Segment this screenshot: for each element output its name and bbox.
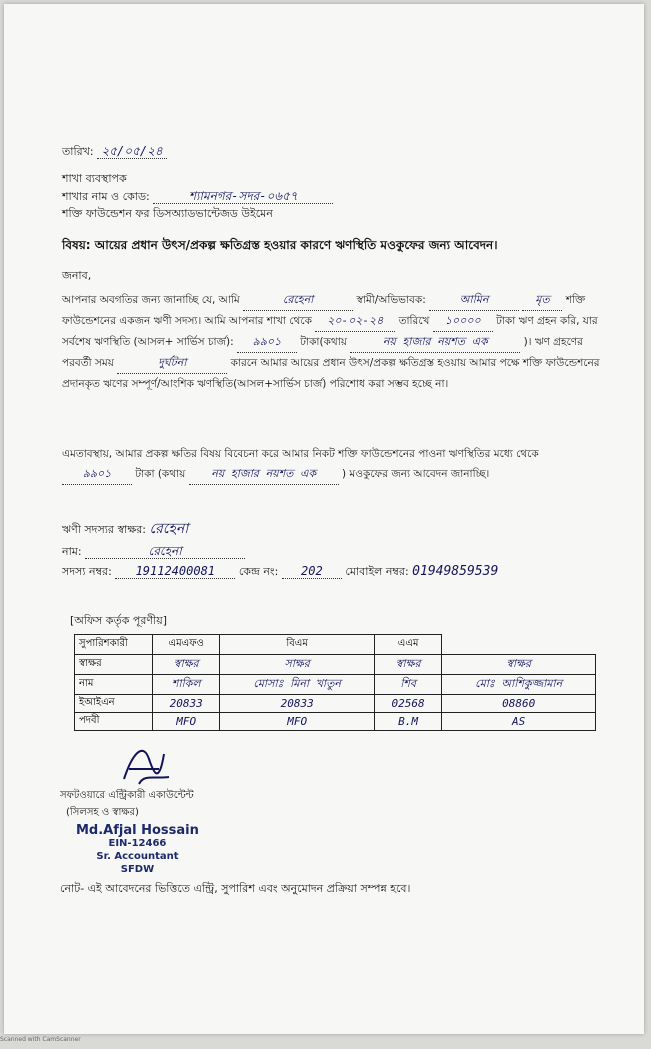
- accountant-label: সফটওয়ারে এন্ট্রিকারী একাউন্টেন্ট: [60, 790, 194, 801]
- member-signature-label: ঋণী সদস্যর স্বাক্ষর:: [62, 523, 146, 536]
- loan-balance: ৯৯০১: [237, 332, 297, 353]
- salutation: জনাব,: [62, 269, 92, 282]
- damage-cause: দুর্ঘটনা: [117, 353, 227, 374]
- body2-text-2: টাকা (কথায়: [135, 468, 186, 480]
- row-label-signature: স্বাক্ষর: [75, 655, 153, 675]
- header-mfo: এমএফও: [153, 635, 220, 655]
- center-number: 202: [282, 564, 342, 579]
- waiver-amount: ৯৯০১: [62, 464, 132, 485]
- addressee-line1: শাখা ব্যবস্থাপক: [62, 172, 127, 185]
- addressee-line3: শক্তি ফাউন্ডেশন ফর ডিসঅ্যাডভান্টেজড উইমেন: [62, 207, 273, 220]
- date-value: ২৫/০৫/২৪: [97, 144, 167, 159]
- mobile-number: 01949859539: [412, 564, 499, 579]
- addressee-line2: [62, 189, 333, 204]
- body2-text-3: ) মওকুফের জন্য আবেদন জানাচ্ছি।: [342, 468, 490, 480]
- table-cell: AS: [442, 713, 596, 731]
- table-row: [75, 655, 596, 675]
- accountant-signature-icon: [114, 739, 174, 789]
- table-row: [75, 675, 596, 695]
- table-row: [75, 713, 596, 731]
- scanner-watermark: Scanned with CamScanner: [0, 1036, 81, 1043]
- accountant-ein: EIN-12466: [108, 838, 167, 849]
- table-cell: শিব: [374, 675, 441, 695]
- branch-label: শাখার নাম ও কোড:: [62, 190, 150, 203]
- table-cell: মোঃ আশিকুজ্জামান: [442, 675, 596, 695]
- table-cell: 08860: [442, 695, 596, 713]
- branch-value: শ্যামনগর-সদর-০৬৫৭: [153, 189, 333, 204]
- member-signature: রেহেনা: [149, 521, 189, 537]
- loan-amount: ১০০০০: [433, 311, 493, 332]
- date-label: তারিখ:: [62, 145, 94, 158]
- guardian-name: আমিন: [429, 290, 519, 311]
- center-label: কেন্দ্র নং:: [238, 565, 279, 578]
- footer-note: নোট- এই আবেদনের ভিত্তিতে এন্ট্রি, সুপারিশ এবং অনুমোদন প্রক্রিয়া সম্পন্ন হবে।: [60, 882, 411, 895]
- guardian-status: মৃত: [522, 290, 562, 311]
- accountant-org: SFDW: [120, 864, 155, 875]
- member-number: 19112400081: [115, 564, 235, 579]
- table-cell: 20833: [153, 695, 220, 713]
- office-table: [74, 634, 596, 731]
- member-name-label: নাম:: [62, 545, 82, 558]
- member-name-line: [62, 544, 245, 559]
- table-cell: স্বাক্ষর: [153, 655, 220, 675]
- body1-text-2: স্বামী/অভিভাবক:: [356, 294, 426, 306]
- member-signature-line: [62, 522, 188, 537]
- member-name: রেহেনা: [85, 544, 245, 559]
- table-cell: স্বাক্ষর: [442, 655, 596, 675]
- body-paragraph-2: [62, 444, 602, 485]
- accountant-name: Md.Afjal Hossain: [76, 823, 199, 838]
- table-row: [75, 695, 596, 713]
- table-cell: স্বাক্ষর: [374, 655, 441, 675]
- header-bm: বিএম: [220, 635, 375, 655]
- body1-text-7: )। ঋণ গ্রহণের পরবর্তী সময়: [62, 336, 583, 369]
- row-label-ein: ইআইএন: [75, 695, 153, 713]
- table-cell: মোসাঃ মিনা খাতুন: [220, 675, 375, 695]
- loan-date: ২০-০২-২৪: [315, 311, 395, 332]
- member-ids-line: [62, 564, 498, 579]
- body1-text-1: আপনার অবগতির জন্য জানাচ্ছি যে, আমি: [62, 294, 240, 306]
- table-cell: 02568: [374, 695, 441, 713]
- date-line: [62, 144, 167, 159]
- member-number-label: সদস্য নম্বর:: [62, 565, 112, 578]
- office-table-header: [75, 635, 596, 655]
- table-cell: B.M: [374, 713, 441, 731]
- body-paragraph-1: [62, 290, 602, 394]
- table-cell: শাকিল: [153, 675, 220, 695]
- body2-text-1: এমতাবস্থায়, আমার প্রকল্প ক্ষতির বিষয় বিবেচনা করে আমার নিকট শক্তি ফাউন্ডেশনের পাওনা ঋণস্থিতির মধ্যে থেকে: [62, 448, 539, 460]
- mobile-label: মোবাইল নম্বর:: [345, 565, 409, 578]
- body1-text-3: শক্তি ফাউন্ডেশনের একজন ঋণী সদস্য। আমি আপনার শাখা থেকে: [62, 294, 586, 327]
- accountant-seal-label: (সিলসহ ও স্বাক্ষর): [66, 807, 139, 818]
- table-cell: 20833: [220, 695, 375, 713]
- body1-text-8: কারনে আমার আয়ের প্রধান উৎস/প্রকল্প ক্ষতিগ্রস্ত হওয়ায় আমার পক্ষে শক্তি ফাউন্ডেশনের প্রদানকৃত ঋণের সম্পূর্ণ/আংশিক ঋণস্থিতি(আসল+সার্ভিস চার্জ) পরিশোধ করা সম্ভব হচ্ছে না।: [62, 357, 600, 390]
- table-cell: MFO: [220, 713, 375, 731]
- row-label-designation: পদবী: [75, 713, 153, 731]
- subject-line: বিষয়: আয়ের প্রধান উৎস/প্রকল্প ক্ষতিগ্রস্ত হওয়ার কারণে ঋণস্থিতি মওকুফের জন্য আবেদন।: [62, 238, 498, 252]
- row-label-name: নাম: [75, 675, 153, 695]
- accountant-title: Sr. Accountant: [96, 851, 179, 862]
- header-am: এএম: [374, 635, 441, 655]
- waiver-amount-words: নয় হাজার নয়শত এক: [189, 464, 339, 485]
- body1-text-6: টাকা(কথায়: [300, 336, 347, 348]
- table-cell: সাক্ষর: [220, 655, 375, 675]
- balance-words: নয় হাজার নয়শত এক: [350, 332, 520, 353]
- body1-text-4: তারিখে: [398, 315, 430, 327]
- header-recommender: সুপারিশকারী: [75, 635, 153, 655]
- office-section-title: [অফিস কর্তৃক পূরণীয়]: [70, 614, 167, 627]
- body1-text-5: টাকা ঋণ গ্রহন করি, যার সর্বশেষ ঋণস্থিতি (আসল+ সার্ভিস চার্জ):: [62, 315, 598, 348]
- application-document: [4, 4, 644, 1034]
- table-cell: MFO: [153, 713, 220, 731]
- applicant-name: রেহেনা: [243, 290, 353, 311]
- accountant-stamp: [76, 824, 199, 876]
